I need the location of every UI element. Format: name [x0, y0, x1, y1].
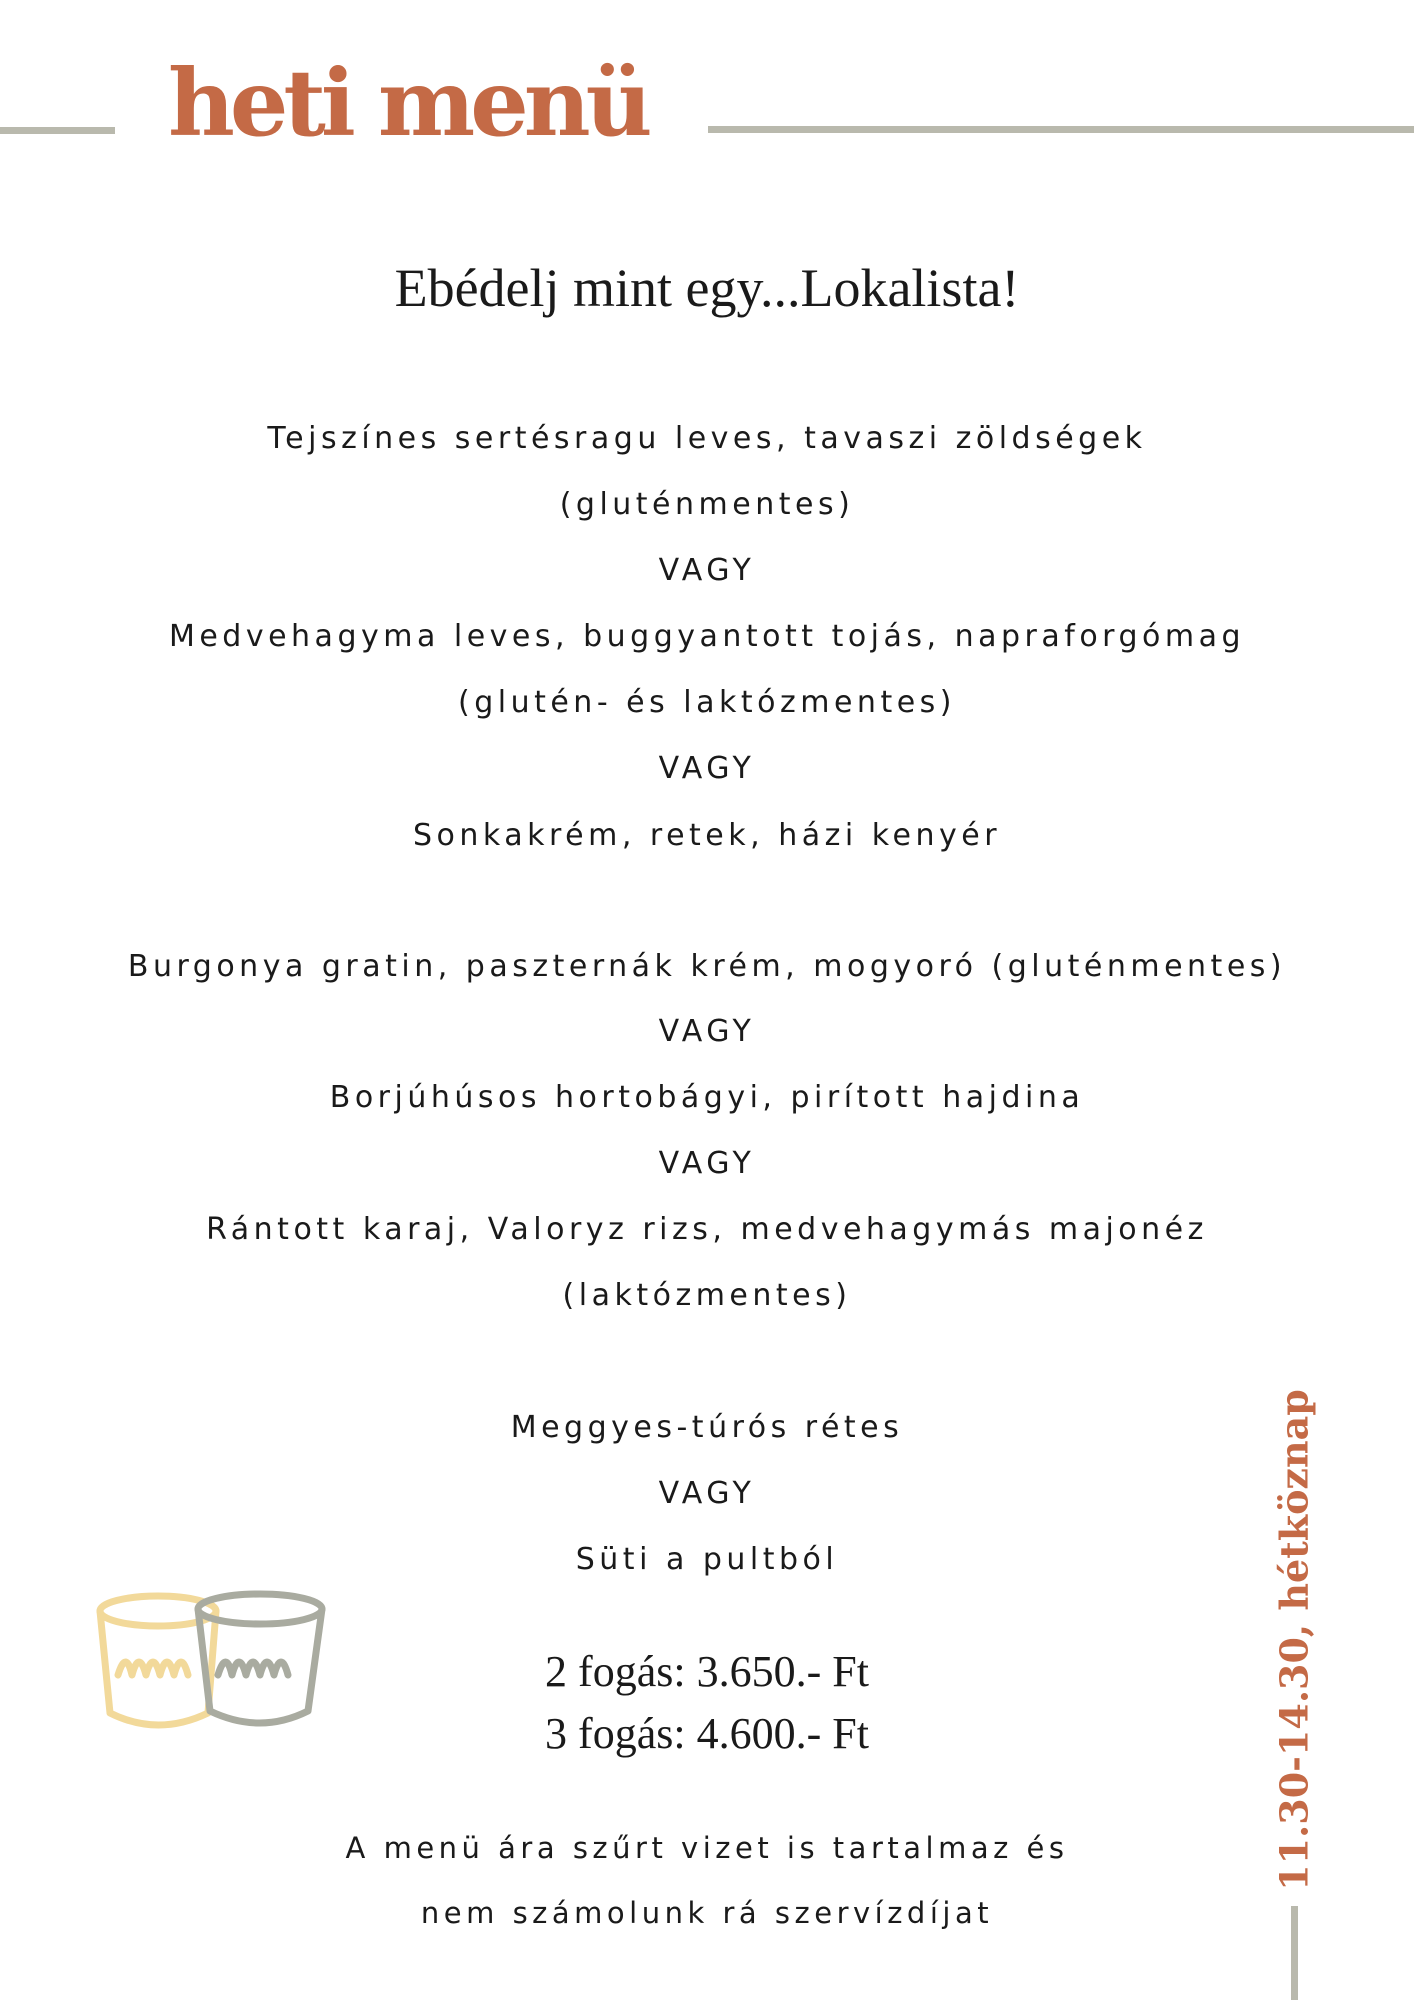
- menu-soup-line: (glutén- és laktózmentes): [457, 685, 957, 720]
- menu-separator: VAGY: [658, 1014, 756, 1049]
- footer-note-line: nem számolunk rá szervízdíjat: [420, 1896, 994, 1930]
- opening-hours-vertical: [1229, 1388, 1359, 1891]
- opening-hours-text: 11.30-14.30, hétköznap: [1271, 1388, 1317, 1891]
- header-rule-right: [708, 126, 1414, 133]
- menu-separator: VAGY: [658, 1146, 756, 1181]
- menu-soup-line: Medvehagyma leves, buggyantott tojás, napraforgómag: [168, 619, 1246, 654]
- menu-soup-line: (gluténmentes): [559, 487, 855, 522]
- header-rule-left: [0, 127, 115, 134]
- price-two-courses: 2 fogás: 3.650.- Ft: [545, 1647, 869, 1696]
- menu-separator: VAGY: [658, 751, 756, 786]
- menu-separator: VAGY: [658, 553, 756, 588]
- menu-main-line: Rántott karaj, Valoryz rizs, medvehagymás majonéz: [206, 1212, 1208, 1247]
- menu-soup-line: Tejszínes sertésragu leves, tavaszi zöldségek: [267, 421, 1147, 456]
- menu-separator: VAGY: [658, 1476, 756, 1511]
- menu-dessert-line: Süti a pultból: [575, 1542, 839, 1577]
- brand-title: heti menü: [168, 49, 648, 157]
- menu-soup-line: Sonkakrém, retek, házi kenyér: [412, 818, 1002, 853]
- menu-main-line: Borjúhúsos hortobágyi, pirított hajdina: [329, 1080, 1085, 1115]
- footer-note-line: A menü ára szűrt vizet is tartalmaz és: [345, 1831, 1069, 1865]
- menu-main-line: (laktózmentes): [562, 1278, 852, 1313]
- price-three-courses: 3 fogás: 4.600.- Ft: [545, 1709, 869, 1758]
- menu-dessert-line: Meggyes-túrós rétes: [510, 1410, 904, 1445]
- tagline: Ebédelj mint egy...Lokalista!: [394, 258, 1020, 318]
- menu-main-line: Burgonya gratin, paszternák krém, mogyoró (gluténmentes): [127, 949, 1287, 984]
- side-rule: [1291, 1906, 1298, 2000]
